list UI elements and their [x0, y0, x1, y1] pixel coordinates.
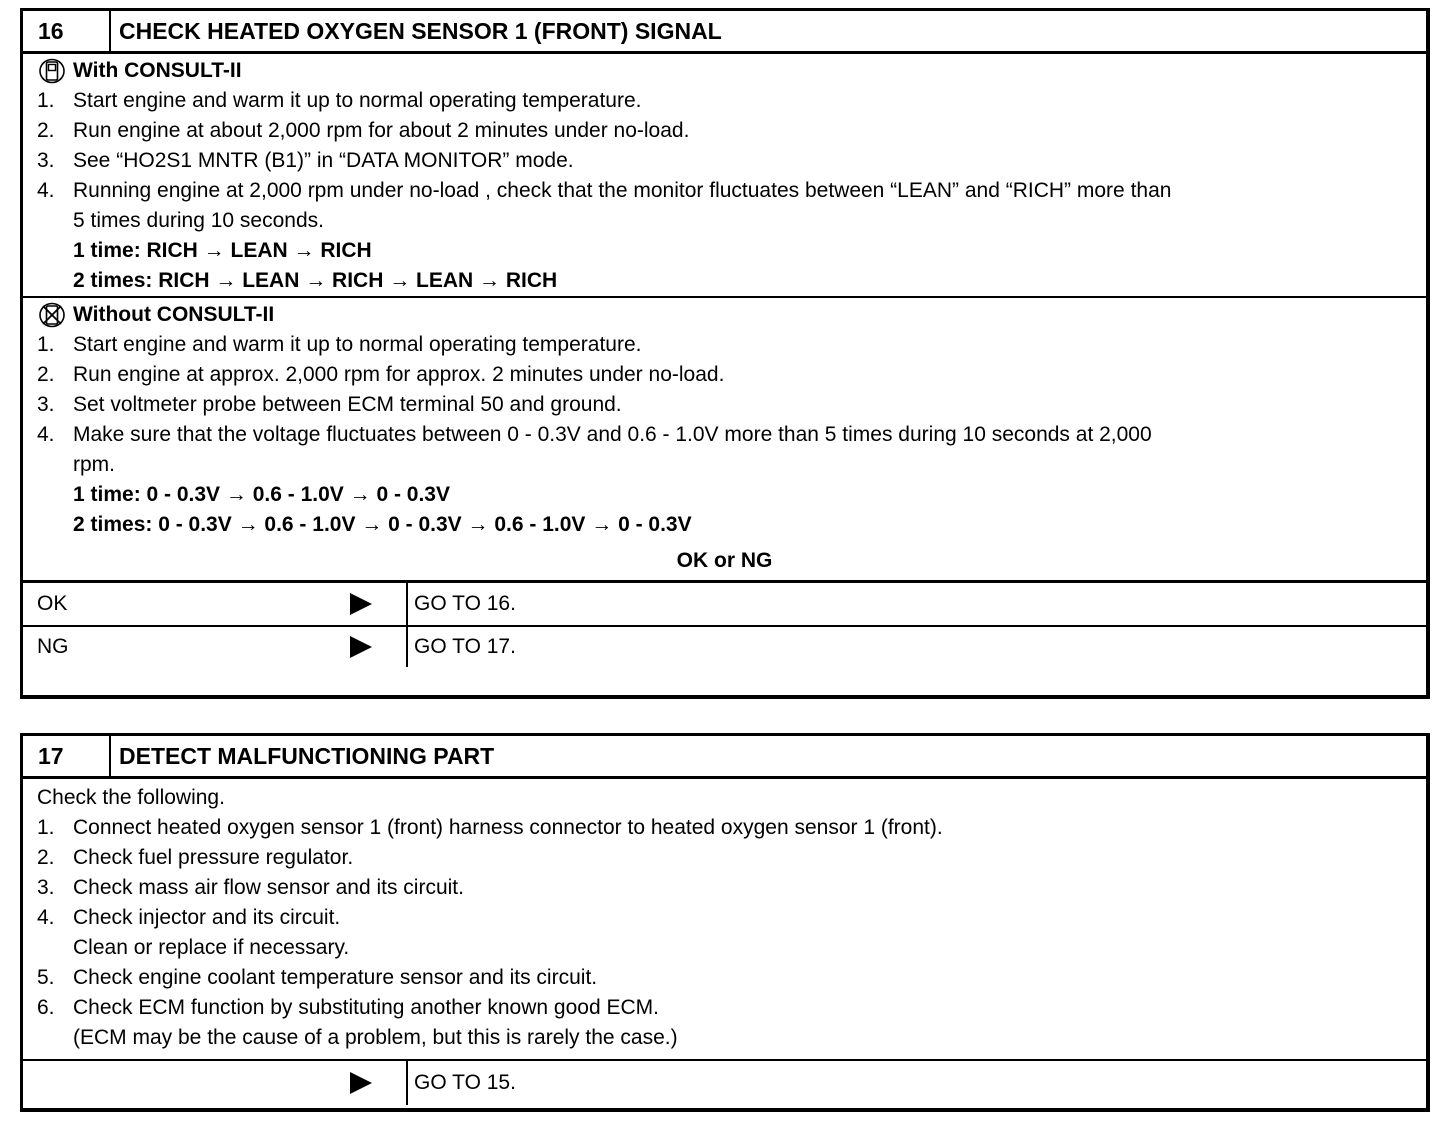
- result-action: GO TO 17.: [414, 635, 516, 658]
- list-item: 1. Start engine and warm it up to normal operating temperature.: [37, 89, 642, 112]
- with-consult-heading: With CONSULT-II: [73, 59, 242, 82]
- consult-tool-icon: [37, 58, 67, 84]
- list-item: 2. Run engine at about 2,000 rpm for about 2 minutes under no-load.: [37, 119, 690, 142]
- result-action: GO TO 15.: [414, 1071, 516, 1094]
- list-item-continuation: rpm.: [73, 453, 115, 476]
- step-17-block: [20, 733, 1430, 1112]
- result-row-ng: [23, 625, 1426, 667]
- list-item-continuation: (ECM may be the cause of a problem, but this is rarely the case.): [73, 1026, 678, 1049]
- step-title: CHECK HEATED OXYGEN SENSOR 1 (FRONT) SIGNAL: [119, 18, 722, 44]
- result-row-next: [23, 1061, 1426, 1105]
- arrow-right-icon: [350, 593, 372, 615]
- example-line: 1 time: RICH → LEAN → RICH: [73, 239, 372, 262]
- without-consult-section: [23, 300, 1426, 583]
- list-item: 3. See “HO2S1 MNTR (B1)” in “DATA MONITOR” mode.: [37, 149, 574, 172]
- list-item: 3. Check mass air flow sensor and its circuit.: [37, 876, 464, 899]
- without-consult-heading: Without CONSULT-II: [73, 303, 275, 326]
- list-item: 4. Running engine at 2,000 rpm under no-load , check that the monitor fluctuates between “LEAN” and “RICH” more than: [37, 179, 1172, 202]
- list-item-continuation: 5 times during 10 seconds.: [73, 209, 324, 232]
- example-line: 2 times: RICH → LEAN → RICH → LEAN → RICH: [73, 269, 558, 292]
- list-item: 4. Check injector and its circuit.: [37, 906, 341, 929]
- step-16-block: [20, 8, 1430, 699]
- list-item: 2. Run engine at approx. 2,000 rpm for approx. 2 minutes under no-load.: [37, 363, 725, 386]
- with-consult-section: [23, 56, 1426, 298]
- list-item: 5. Check engine coolant temperature sensor and its circuit.: [37, 966, 598, 989]
- result-row-ok: [23, 583, 1426, 625]
- result-label: NG: [37, 635, 69, 658]
- step-17-header: [23, 736, 1426, 779]
- example-line: 1 time: 0 - 0.3V → 0.6 - 1.0V → 0 - 0.3V: [73, 483, 450, 506]
- intro-text: Check the following.: [37, 786, 225, 809]
- list-item: 1. Start engine and warm it up to normal operating temperature.: [37, 333, 642, 356]
- result-action: GO TO 16.: [414, 592, 516, 615]
- list-item: 4. Make sure that the voltage fluctuates between 0 - 0.3V and 0.6 - 1.0V more than 5 times during 10 seconds at 2,000: [37, 423, 1152, 446]
- no-consult-tool-icon: [37, 302, 67, 328]
- step-16-header: [23, 11, 1426, 54]
- example-line: 2 times: 0 - 0.3V → 0.6 - 1.0V → 0 - 0.3V → 0.6 - 1.0V → 0 - 0.3V: [73, 513, 692, 536]
- arrow-right-icon: [350, 636, 372, 658]
- list-item: 6. Check ECM function by substituting another known good ECM.: [37, 996, 659, 1019]
- list-item: 2. Check fuel pressure regulator.: [37, 846, 354, 869]
- result-label: OK: [37, 592, 68, 615]
- step-title: DETECT MALFUNCTIONING PART: [119, 743, 495, 769]
- list-item: 3. Set voltmeter probe between ECM terminal 50 and ground.: [37, 393, 622, 416]
- result-question: OK or NG: [23, 540, 1426, 583]
- list-item: 1. Connect heated oxygen sensor 1 (front) harness connector to heated oxygen sensor 1 (front).: [37, 816, 943, 839]
- arrow-right-icon: [350, 1072, 372, 1094]
- step-number: 17: [23, 736, 111, 776]
- check-list-section: [23, 779, 1426, 1061]
- list-item-continuation: Clean or replace if necessary.: [73, 936, 350, 959]
- step-number: 16: [23, 11, 111, 51]
